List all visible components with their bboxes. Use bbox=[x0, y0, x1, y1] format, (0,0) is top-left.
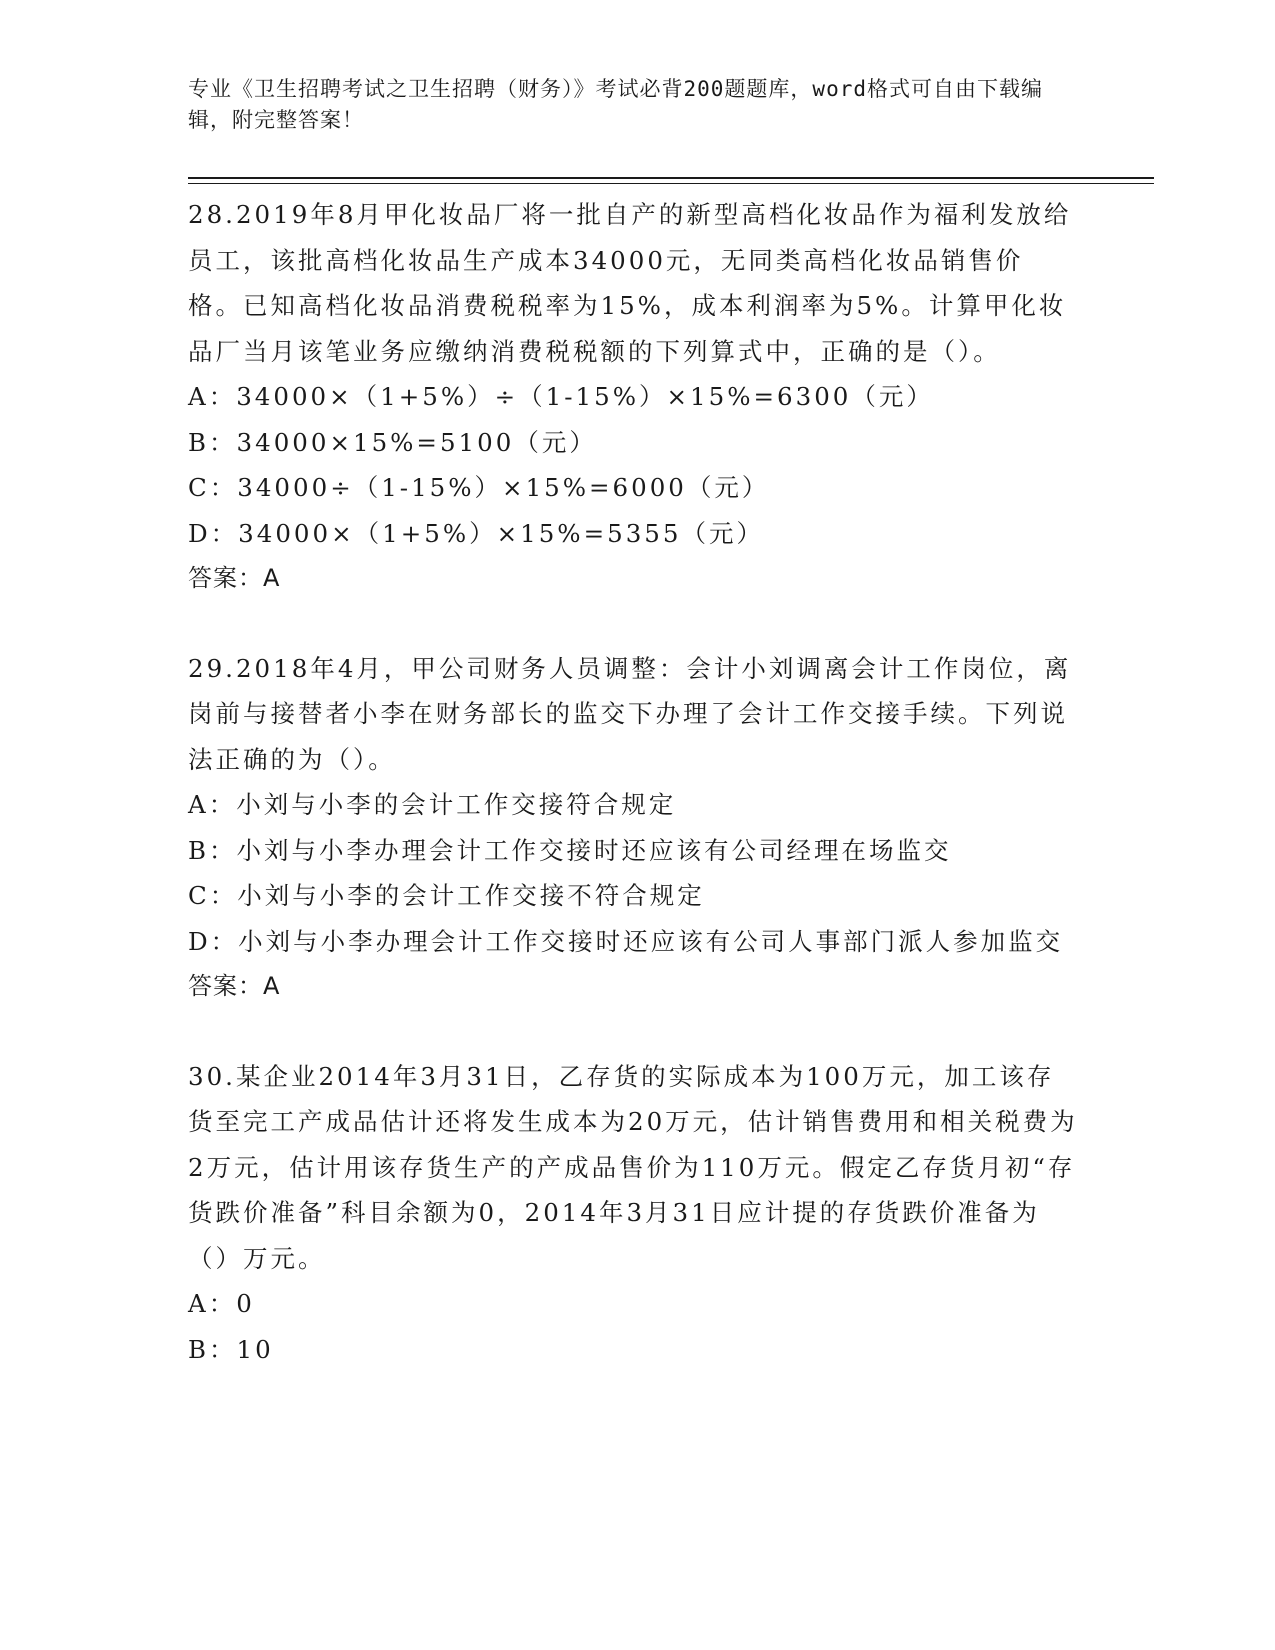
question-stem: 29.2018年4月，甲公司财务人员调整：会计小刘调离会计工作岗位，离岗前与接替者小李在财务部长的监交下办理了会计工作交接手续。下列说法正确的为（）。 bbox=[188, 653, 1072, 774]
page-header-title: 专业《卫生招聘考试之卫生招聘（财务）》考试必背200题题库，word格式可自由下载编辑，附完整答案！ bbox=[188, 77, 1043, 132]
option-label: B： bbox=[188, 835, 237, 865]
option-b bbox=[188, 420, 1078, 466]
option-b bbox=[188, 828, 1078, 874]
header-divider-thick bbox=[188, 177, 1154, 179]
option-label: A： bbox=[188, 382, 237, 411]
option-text: 34000×（1+5%）×15%=5355（元） bbox=[238, 518, 764, 548]
header-divider-thin bbox=[188, 183, 1154, 184]
option-text: 10 bbox=[236, 1334, 274, 1364]
option-text: 小刘与小李的会计工作交接不符合规定 bbox=[237, 881, 705, 910]
question-list bbox=[188, 192, 1078, 1416]
answer: 答案：A bbox=[188, 972, 281, 1000]
option-label: A： bbox=[188, 1289, 237, 1318]
question-30 bbox=[188, 1054, 1078, 1373]
option-label: A： bbox=[188, 790, 237, 819]
option-label: D： bbox=[188, 926, 239, 956]
option-c bbox=[188, 465, 1078, 511]
option-label: B： bbox=[188, 427, 237, 457]
option-label: C： bbox=[188, 881, 238, 910]
option-d bbox=[188, 511, 1078, 557]
option-label: C： bbox=[188, 473, 238, 502]
option-a bbox=[188, 1281, 1078, 1327]
question-29 bbox=[188, 646, 1078, 1010]
option-text: 小刘与小李的会计工作交接符合规定 bbox=[236, 790, 677, 819]
option-label: B： bbox=[188, 1334, 237, 1364]
option-text: 34000×15%=5100（元） bbox=[236, 427, 597, 457]
question-stem: 28.2019年8月甲化妆品厂将一批自产的新型高档化妆品作为福利发放给员工，该批高档化妆品生产成本34000元，无同类高档化妆品销售价格。已知高档化妆品消费税税率为15%，成本利润率为5%。计算甲化妆品厂当月该笔业务应缴纳消费税税额的下列算式中，正确的是（）。 bbox=[188, 200, 1072, 366]
option-label: D： bbox=[188, 518, 239, 548]
question-stem: 30.某企业2014年3月31日，乙存货的实际成本为100万元，加工该存货至完工产成品估计还将发生成本为20万元，估计销售费用和相关税费为2万元，估计用该存货生产的产成品售价为110万元。假定乙存货月初“存货跌价准备”科目余额为0，2014年3月31日应计提的存货跌价准备为（）万元。 bbox=[188, 1061, 1078, 1273]
option-text: 小刘与小李办理会计工作交接时还应该有公司经理在场监交 bbox=[236, 835, 952, 865]
option-text: 0 bbox=[236, 1289, 255, 1318]
option-a bbox=[188, 374, 1078, 420]
option-d bbox=[188, 919, 1078, 965]
option-text: 34000×（1+5%）÷（1-15%）×15%=6300（元） bbox=[236, 382, 934, 411]
question-28 bbox=[188, 192, 1078, 602]
option-c bbox=[188, 873, 1078, 919]
option-text: 小刘与小李办理会计工作交接时还应该有公司人事部门派人参加监交 bbox=[238, 926, 1064, 956]
option-text: 34000÷（1-15%）×15%=6000（元） bbox=[237, 473, 770, 502]
option-b bbox=[188, 1327, 1078, 1373]
option-a bbox=[188, 782, 1078, 828]
answer: 答案：A bbox=[188, 564, 281, 592]
